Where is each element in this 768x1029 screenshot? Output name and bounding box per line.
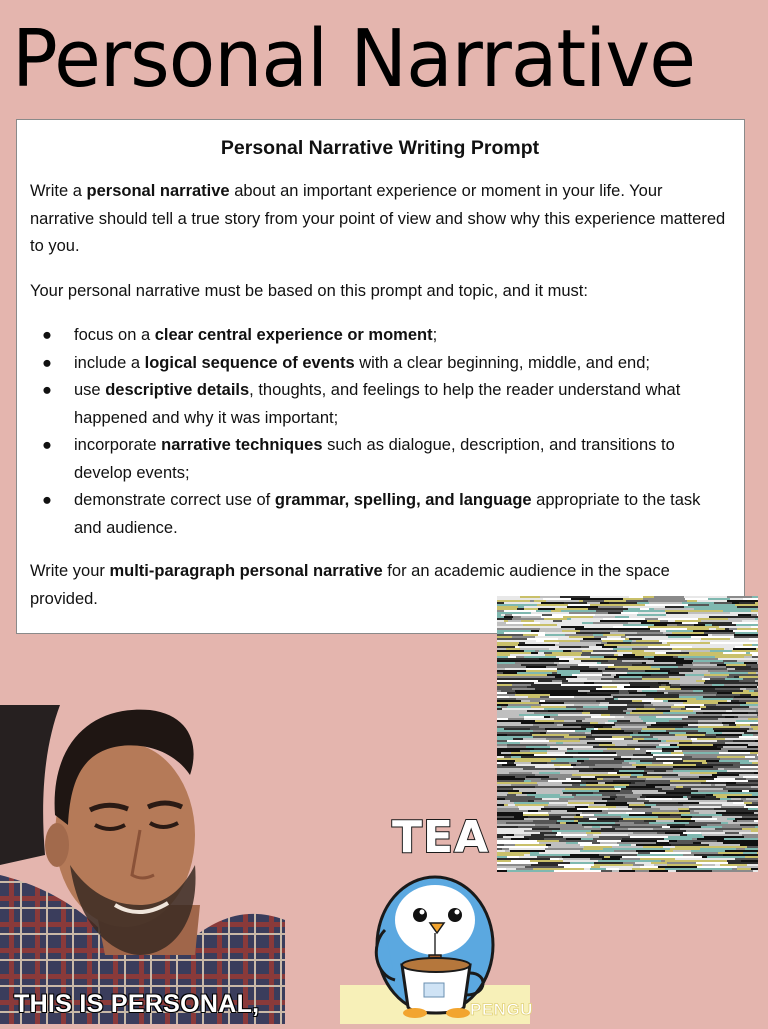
bullet-icon: ●	[42, 326, 52, 344]
person-caption: THIS IS PERSONAL,	[14, 990, 260, 1018]
glitch-sticker	[497, 596, 758, 872]
tea-label: TEA	[392, 812, 490, 863]
pengu-label: PENGU	[470, 1000, 533, 1019]
list-item: ● use descriptive details, thoughts, and feelings to help the reader understand what happened and why it was important;	[30, 377, 730, 432]
list-item: ● demonstrate correct use of grammar, spelling, and language appropriate to the task and audience.	[30, 487, 730, 542]
page-title: Personal Narrative	[12, 11, 696, 105]
person-sticker	[0, 705, 285, 1024]
writing-prompt-card	[16, 119, 745, 634]
list-item: ● focus on a clear central experience or moment;	[30, 322, 730, 350]
intro-paragraph: Write a personal narrative about an important experience or moment in your life. Your narrative should tell a true story from your point of view and show why this experience mattered to you.	[30, 182, 726, 255]
prompt-heading: Personal Narrative Writing Prompt	[220, 137, 540, 159]
bullet-icon: ●	[42, 381, 52, 399]
requirement-paragraph: Your personal narrative must be based on this prompt and topic, and it must:	[30, 281, 588, 300]
bullet-icon: ●	[42, 491, 52, 509]
bullet-icon: ●	[42, 353, 52, 372]
smiling-man-icon	[0, 705, 285, 1024]
requirement-list	[30, 322, 730, 542]
list-item: ● incorporate narrative techniques such as dialogue, description, and transitions to develop events;	[30, 432, 730, 487]
bullet-icon: ●	[42, 436, 52, 454]
closing-paragraph: Write your multi-paragraph personal narrative for an academic audience in the space provided.	[30, 562, 670, 608]
list-item: ● include a logical sequence of events with a clear beginning, middle, and end;	[30, 350, 730, 378]
static-noise-icon	[497, 596, 758, 872]
